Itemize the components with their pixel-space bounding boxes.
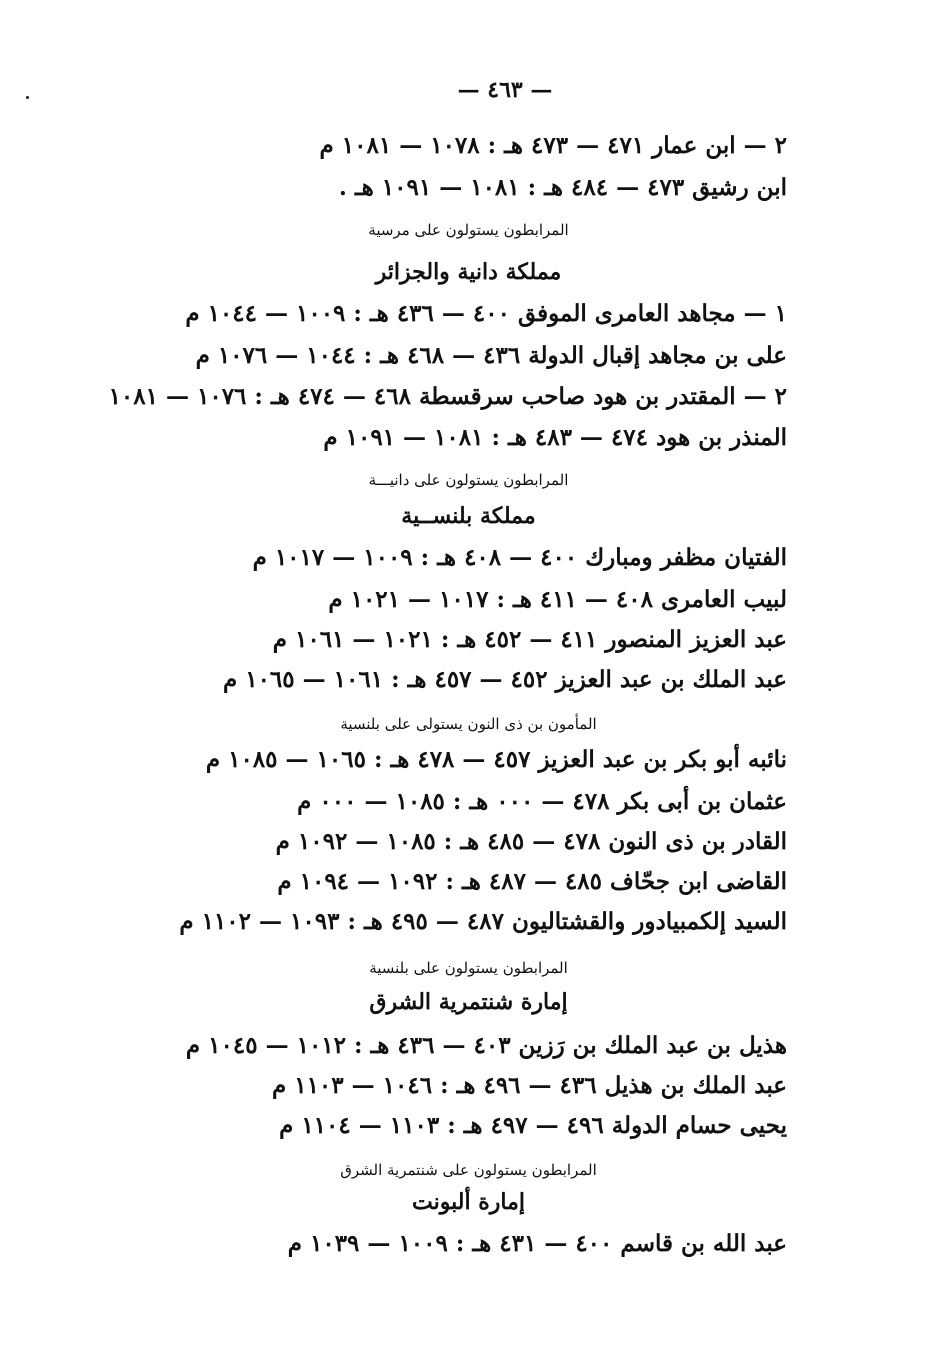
page-number: — ٤٦٣ — — [457, 77, 553, 103]
heading-denia: مملكة دانية والجزائر — [375, 259, 562, 285]
note-valencia: المرابطون يستولون على بلنسية — [369, 959, 568, 977]
note-denia: المرابطون يستولون على دانيـــة — [368, 471, 569, 489]
entry-valencia-1: الفتيان مظفر ومبارك ٤٠٠ — ٤٠٨ هـ : ١٠٠٩ — ١٠١٧ م — [252, 544, 787, 571]
entry-valencia-5: نائبه أبو بكر بن عبد العزيز ٤٥٧ — ٤٧٨ هـ : ١٠٦٥ — ١٠٨٥ م — [205, 746, 787, 773]
entry-valencia-7: القادر بن ذى النون ٤٧٨ — ٤٨٥ هـ : ١٠٨٥ — ١٠٩٢ م — [275, 828, 787, 855]
entry-murcia-ibn-ammar: ٢ — ابن عمار ٤٧١ — ٤٧٣ هـ : ١٠٧٨ — ١٠٨١ م — [319, 132, 787, 159]
entry-santamaria-2: عبد الملك بن هذيل ٤٣٦ — ٤٩٦ هـ : ١٠٤٦ — ١١٠٣ م — [271, 1072, 787, 1099]
entry-valencia-8: القاضى ابن جحّاف ٤٨٥ — ٤٨٧ هـ : ١٠٩٢ — ١٠٩٤ م — [277, 868, 787, 895]
note-murcia: المرابطون يستولون على مرسية — [368, 221, 569, 239]
entry-denia-muqtadir: ٢ — المقتدر بن هود صاحب سرقسطة ٤٦٨ — ٤٧٤ هـ : ١٠٧٦ — ١٠٨١ — [108, 383, 787, 410]
entry-santamaria-1: هذيل بن عبد الملك بن رَزين ٤٠٣ — ٤٣٦ هـ : ١٠١٢ — ١٠٤٥ م — [185, 1032, 787, 1059]
heading-santamaria: إمارة شنتمرية الشرق — [369, 989, 568, 1015]
entry-valencia-3: عبد العزيز المنصور ٤١١ — ٤٥٢ هـ : ١٠٢١ — ١٠٦١ م — [272, 626, 787, 653]
note-mamun: المأمون بن ذى النون يستولى على بلنسية — [340, 715, 597, 733]
entry-denia-mujahid: ١ — مجاهد العامرى الموفق ٤٠٠ — ٤٣٦ هـ : ١٠٠٩ — ١٠٤٤ م — [185, 300, 787, 327]
note-santamaria: المرابطون يستولون على شنتمرية الشرق — [340, 1161, 597, 1179]
heading-valencia: مملكة بلنســية — [401, 503, 536, 529]
entry-denia-ali: على بن مجاهد إقبال الدولة ٤٣٦ — ٤٦٨ هـ : ١٠٤٤ — ١٠٧٦ م — [195, 342, 787, 369]
entry-santamaria-3: يحيى حسام الدولة ٤٩٦ — ٤٩٧ هـ : ١١٠٣ — ١١٠٤ م — [279, 1112, 787, 1139]
entry-valencia-4: عبد الملك بن عبد العزيز ٤٥٢ — ٤٥٧ هـ : ١٠٦١ — ١٠٦٥ م — [222, 666, 787, 693]
entry-alpuente-1: عبد الله بن قاسم ٤٠٠ — ٤٣١ هـ : ١٠٠٩ — ١٠٣٩ م — [287, 1230, 787, 1257]
entry-murcia-ibn-rashiq: ابن رشيق ٤٧٣ — ٤٨٤ هـ : ١٠٨١ — ١٠٩١ هـ . — [338, 174, 787, 201]
entry-valencia-9: السيد إلكمبيادور والقشتاليون ٤٨٧ — ٤٩٥ هـ : ١٠٩٣ — ١١٠٢ م — [179, 908, 787, 935]
heading-alpuente: إمارة ألبونت — [412, 1189, 525, 1215]
entry-denia-mundhir: المنذر بن هود ٤٧٤ — ٤٨٣ هـ : ١٠٨١ — ١٠٩١ م — [323, 424, 787, 451]
entry-valencia-6: عثمان بن أبى بكر ٤٧٨ — ٠٠٠ هـ : ١٠٨٥ — ٠٠٠ م — [297, 788, 787, 815]
entry-valencia-2: لبيب العامرى ٤٠٨ — ٤١١ هـ : ١٠١٧ — ١٠٢١ م — [328, 586, 787, 613]
